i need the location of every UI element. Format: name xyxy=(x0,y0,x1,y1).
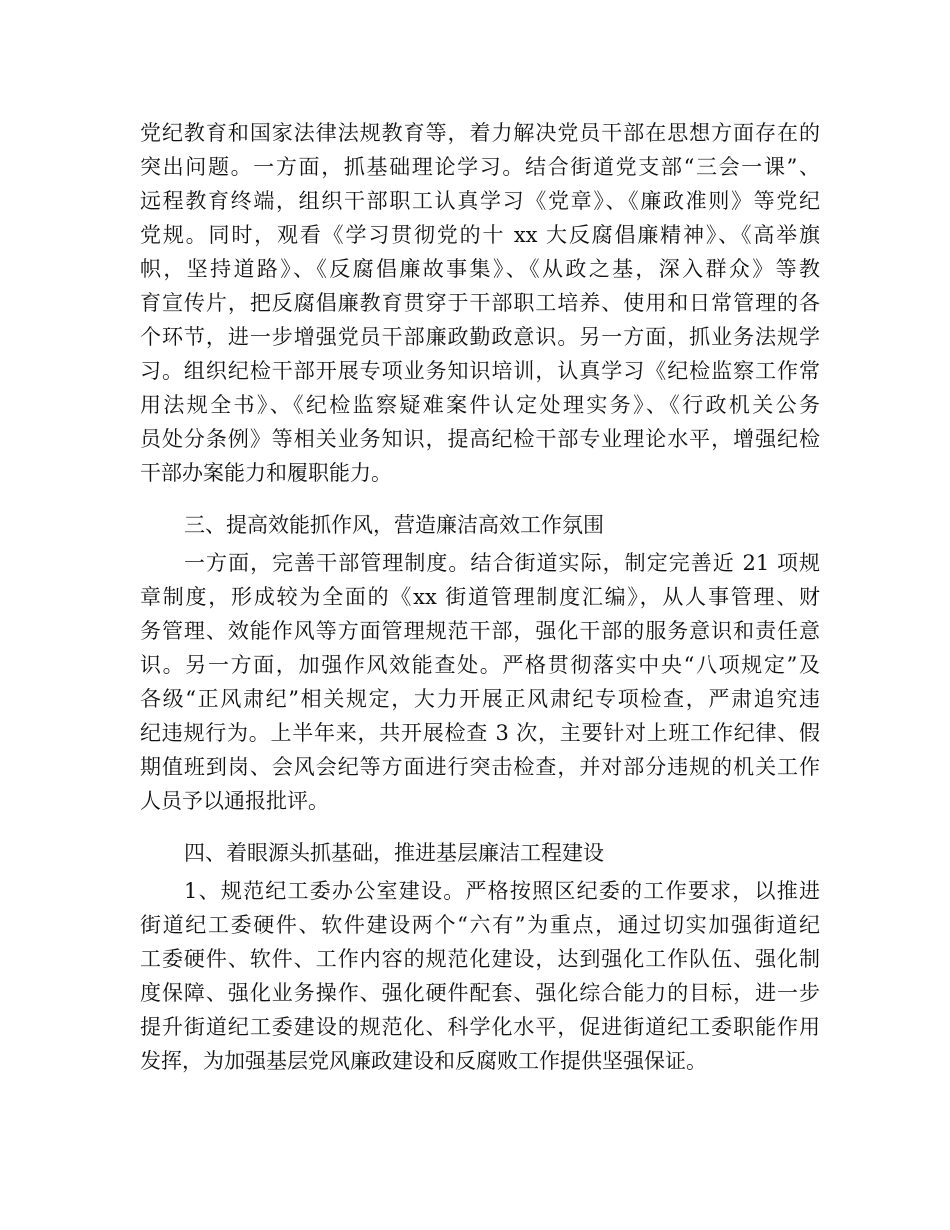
text-line: 1、规范纪工委办公室建设。严格按照区纪委的工作要求，以推进 xyxy=(184,879,820,903)
text-line: 党纪教育和国家法律法规教育等，着力解决党员干部在思想方面存在的 xyxy=(140,121,820,145)
text-line: 员处分条例》等相关业务知识，提高纪检干部专业理论水平，增强纪检 xyxy=(140,427,820,451)
text-line: 人员予以通报批评。 xyxy=(140,789,329,813)
text-line: 发挥，为加强基层党风廉政建设和反腐败工作提供坚强保证。 xyxy=(140,1049,707,1073)
text-line: 育宣传片，把反腐倡廉教育贯穿于干部职工培养、使用和日常管理的各 xyxy=(140,291,820,315)
text-line: 期值班到岗、会风会纪等方面进行突击检查，并对部分违规的机关工作 xyxy=(140,755,820,779)
section-heading: 三、提高效能抓作风，营造廉洁高效工作氛围 xyxy=(184,513,604,537)
text-line: 工委硬件、软件、工作内容的规范化建设，达到强化工作队伍、强化制 xyxy=(140,947,820,971)
text-line: 提升街道纪工委建设的规范化、科学化水平，促进街道纪工委职能作用 xyxy=(140,1015,820,1039)
text-line: 用法规全书》、《纪检监察疑难案件认定处理实务》、《行政机关公务 xyxy=(140,393,820,417)
text-line: 党规。同时，观看《学习贯彻党的十 xx 大反腐倡廉精神》、《高举旗 xyxy=(140,223,820,247)
text-line: 章制度，形成较为全面的《xx 街道管理制度汇编》，从人事管理、财 xyxy=(140,585,820,609)
text-line: 个环节，进一步增强党员干部廉政勤政意识。另一方面，抓业务法规学 xyxy=(140,325,820,349)
section-heading: 四、着眼源头抓基础，推进基层廉洁工程建设 xyxy=(184,841,604,865)
text-line: 远程教育终端，组织干部职工认真学习《党章》、《廉政准则》等党纪 xyxy=(140,189,820,213)
text-line: 务管理、效能作风等方面管理规范干部，强化干部的服务意识和责任意 xyxy=(140,619,820,643)
text-line: 度保障、强化业务操作、强化硬件配套、强化综合能力的目标，进一步 xyxy=(140,981,820,1005)
text-line: 习。组织纪检干部开展专项业务知识培训，认真学习《纪检监察工作常 xyxy=(140,359,820,383)
text-line: 突出问题。一方面，抓基础理论学习。结合街道党支部“三会一课”、 xyxy=(140,155,820,179)
text-line: 干部办案能力和履职能力。 xyxy=(140,461,392,485)
text-line: 纪违规行为。上半年来，共开展检查 3 次，主要针对上班工作纪律、假 xyxy=(140,721,820,745)
text-line: 街道纪工委硬件、软件建设两个“六有”为重点，通过切实加强街道纪 xyxy=(140,913,820,937)
text-line: 一方面，完善干部管理制度。结合街道实际，制定完善近 21 项规 xyxy=(184,551,820,575)
text-line: 各级“正风肃纪”相关规定，大力开展正风肃纪专项检查，严肃追究违 xyxy=(140,687,820,711)
text-line: 识。另一方面，加强作风效能查处。严格贯彻落实中央“八项规定”及 xyxy=(140,653,820,677)
text-line: 帜，坚持道路》、《反腐倡廉故事集》、《从政之基，深入群众》等教 xyxy=(140,257,820,281)
